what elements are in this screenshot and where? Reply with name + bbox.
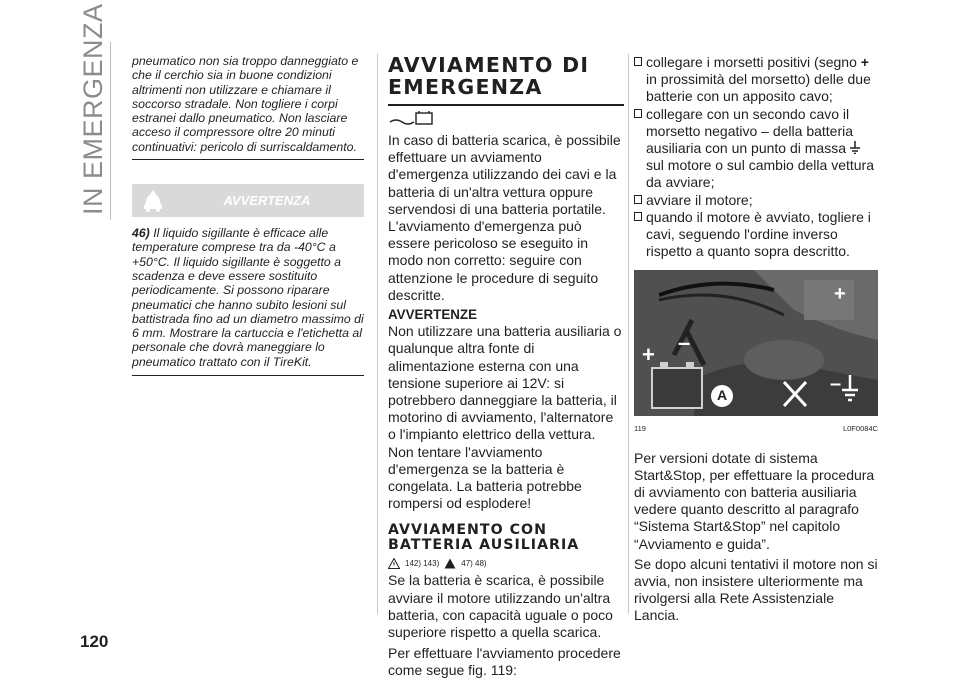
engine-bay-illustration bbox=[634, 270, 878, 416]
figure-jump-start bbox=[634, 270, 878, 416]
column-divider bbox=[377, 54, 378, 614]
svg-text:–: – bbox=[678, 330, 691, 356]
svg-text:–: – bbox=[830, 373, 842, 396]
checkbox-bullet-icon bbox=[634, 109, 642, 118]
battery-symbol-icon bbox=[388, 109, 436, 127]
column-middle bbox=[388, 54, 624, 680]
svg-text:+: + bbox=[834, 283, 846, 306]
checkbox-bullet-icon bbox=[634, 195, 642, 204]
column-right bbox=[634, 54, 878, 625]
chapter-side-title: IN EMERGENZA bbox=[78, 3, 108, 215]
bullet-item: collegare i morsetti positivi (segno + in prossimità del morsetto) delle due batterie con un apposito cavo; bbox=[634, 54, 878, 106]
subsection-heading: AVVIAMENTO CON BATTERIA AUSILIARIA bbox=[388, 522, 580, 554]
page-number: 120 bbox=[80, 632, 109, 651]
paragraph: Non utilizzare una batteria ausiliaria o qualunque altra fonte di alimentazione esterna con una tensione superiore ai 12V: si potrebbero danneggiare la batteria, il motorino di avviamento, l'alternatore o l'impianto elettrico della vettura. bbox=[388, 323, 622, 443]
figure-number: 119 bbox=[634, 424, 646, 434]
bullet-item: quando il motore è avviato, togliere i cavi, seguendo l'ordine inverso rispetto a quanto sopra descritto. bbox=[634, 209, 878, 261]
reference-marks bbox=[388, 556, 624, 570]
figure-label-a: A bbox=[716, 387, 728, 404]
side-divider bbox=[110, 42, 111, 220]
paragraph: Per effettuare l'avviamento procedere come segue fig. 119: bbox=[388, 645, 621, 679]
warning-text: Il liquido sigillante è efficace alle temperature comprese tra da -40°C a +50°C. Il liquido sigillante è soggetto a scadenza e deve essere sostituito periodicamente. Si possono riparare pneumatici che hanno subito lesioni sul battistrada fino ad un diametro massimo di 6 mm. Mostrare la cartuccia e l'etichetta al personale che dovrà maneggiare lo pneumatico trattato con il TireKit. bbox=[132, 226, 364, 369]
ground-symbol-icon bbox=[850, 141, 860, 154]
column-left bbox=[132, 54, 364, 376]
warning-header bbox=[132, 184, 364, 217]
paragraph: Per versioni dotate di sistema Start&Stop, per effettuare la procedura di avviamento con batteria ausiliaria vedere quanto descritto al paragrafo “Sistema Start&Stop” nel capitolo “Avviamento e guida”. bbox=[634, 449, 875, 552]
heading-rule bbox=[388, 104, 624, 106]
paragraph: Se la batteria è scarica, è possibile avviare il motore utilizzando un'altra batteria, con capacità uguale o poco superiore rispetto a quella scarica. bbox=[388, 572, 613, 641]
plus-sign-icon: + bbox=[860, 54, 869, 70]
subheading-warnings: AVVERTENZE bbox=[388, 307, 478, 323]
paragraph: L'avviamento d'emergenza può essere pericoloso se eseguito in modo non corretto: seguire con attenzione le procedure di seguito descritte. bbox=[388, 218, 599, 303]
checkbox-bullet-icon bbox=[634, 212, 642, 221]
section-heading: AVVIAMENTO DI EMERGENZA bbox=[388, 53, 590, 99]
caution-hand-icon bbox=[444, 558, 456, 569]
paragraph: Non tentare l'avviamento d'emergenza se la batteria è congelata. La batteria potrebbe rompersi od esplodere! bbox=[388, 443, 582, 512]
bullet-item: avviare il motore; bbox=[634, 192, 878, 209]
column-divider bbox=[628, 54, 629, 614]
reference-numbers: 47) 48) bbox=[461, 558, 487, 568]
figure-code: L0F0084C bbox=[842, 424, 878, 434]
paragraph: Se dopo alcuni tentativi il motore non si avvia, non insistere ulteriormente ma rivolgersi alla Rete Assistenziale Lancia. bbox=[634, 555, 878, 624]
reference-numbers: 142) 143) bbox=[405, 558, 440, 568]
figure-caption bbox=[634, 420, 878, 437]
warning-body bbox=[132, 226, 364, 376]
warning-title: AVVERTENZA bbox=[223, 193, 311, 209]
intro-text: pneumatico non sia troppo danneggiato e che il cerchio sia in buone condizioni altrimenti non utilizzare e chiamare il soccorso stradale. Non togliere i corpi estranei dallo pneumatico. Non lasciare acceso il compressore oltre 20 minuti continuativi: pericolo di surriscaldamento. bbox=[132, 54, 364, 160]
checkbox-bullet-icon bbox=[634, 57, 642, 66]
paragraph: In caso di batteria scarica, è possibile effettuare un avviamento d'emergenza utilizzando dei cavi e la batteria di un'altra vettura oppure servendosi di una batteria portatile. bbox=[388, 132, 621, 217]
svg-text:+: + bbox=[642, 342, 655, 368]
warning-number: 46) bbox=[132, 226, 150, 241]
warning-triangle-icon bbox=[388, 558, 400, 569]
bullet-item: collegare con un secondo cavo il morsetto negativo – della batteria ausiliaria con un punto di massa sul motore o sul cambio della vettura da avviare; bbox=[634, 106, 878, 192]
